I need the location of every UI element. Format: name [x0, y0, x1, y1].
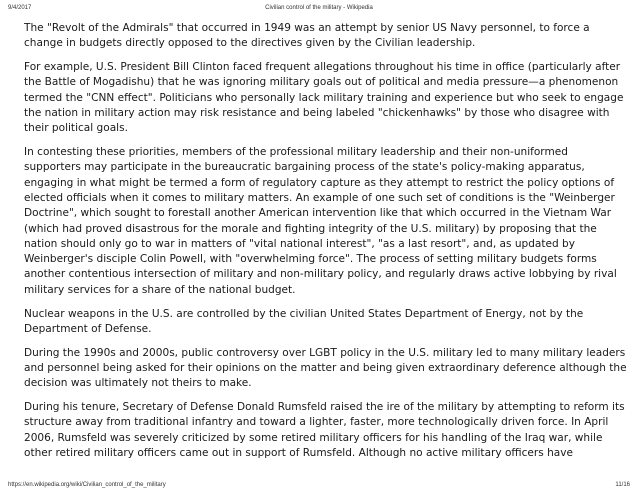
print-date: 9/4/2017: [8, 4, 32, 11]
paragraph: During the 1990s and 2000s, public controversy over LGBT policy in the U.S. military led to many military leaders and personnel being asked for their opinions on the matter and being given extraordinary deference although the decision was ultimately not theirs to make.: [24, 346, 627, 390]
page-number: 11/16: [615, 481, 630, 488]
page-url[interactable]: https://en.wikipedia.org/wiki/Civilian_control_of_the_military: [8, 481, 166, 488]
article-body: [24, 21, 628, 470]
paragraph: The "Revolt of the Admirals" that occurred in 1949 was an attempt by senior US Navy personnel, to force a change in budgets directly opposed to the directives given by the Civilian leadership.: [24, 22, 590, 50]
page-title: Civilian control of the military - Wikipedia: [265, 4, 373, 11]
paragraph: During his tenure, Secretary of Defense Donald Rumsfeld raised the ire of the military by attempting to reform its structure away from traditional infantry and toward a lighter, faster, more technologically driven force. In April 2006, Rumsfeld was severely criticized by some retired military officers for his handling of the Iraq war, while other retired military officers came out in support of Rumsfeld. Although no active military officers have: [24, 401, 625, 459]
paragraph: Nuclear weapons in the U.S. are controlled by the civilian United States Department of Energy, not by the Department of Defense.: [24, 307, 584, 335]
paragraph: In contesting these priorities, members of the professional military leadership and their non-uniformed supporters may participate in the bureaucratic bargaining process of the state's policy-making apparatus, engaging in what might be termed a form of regulatory capture as they attempt to restrict the policy options of elected officials when it comes to military matters. An example of one such set of conditions is the "Weinberger Doctrine", which sought to forestall another American intervention like that which occurred in the Vietnam War (which had proved disastrous for the morale and fighting integrity of the U.S. military) by proposing that the nation should only go to war in matters of "vital national interest", "as a last resort", and, as updated by Weinberger's disciple Colin Powell, with "overwhelming force". The process of setting military budgets forms another contentious intersection of military and non-military policy, and regularly draws active lobbying by rival military services for a share of the national budget.: [24, 146, 617, 296]
print-footer: [8, 480, 630, 489]
paragraph: For example, U.S. President Bill Clinton faced frequent allegations throughout his time in office (particularly after the Battle of Mogadishu) that he was ignoring military goals out of political and media pressure—a phenomenon termed the "CNN effect". Politicians who personally lack military training and experience but who seek to engage the nation in military action may risk resistance and being labeled "chickenhawks" by those who disagree with their political goals.: [24, 61, 624, 135]
print-header: [8, 3, 630, 12]
